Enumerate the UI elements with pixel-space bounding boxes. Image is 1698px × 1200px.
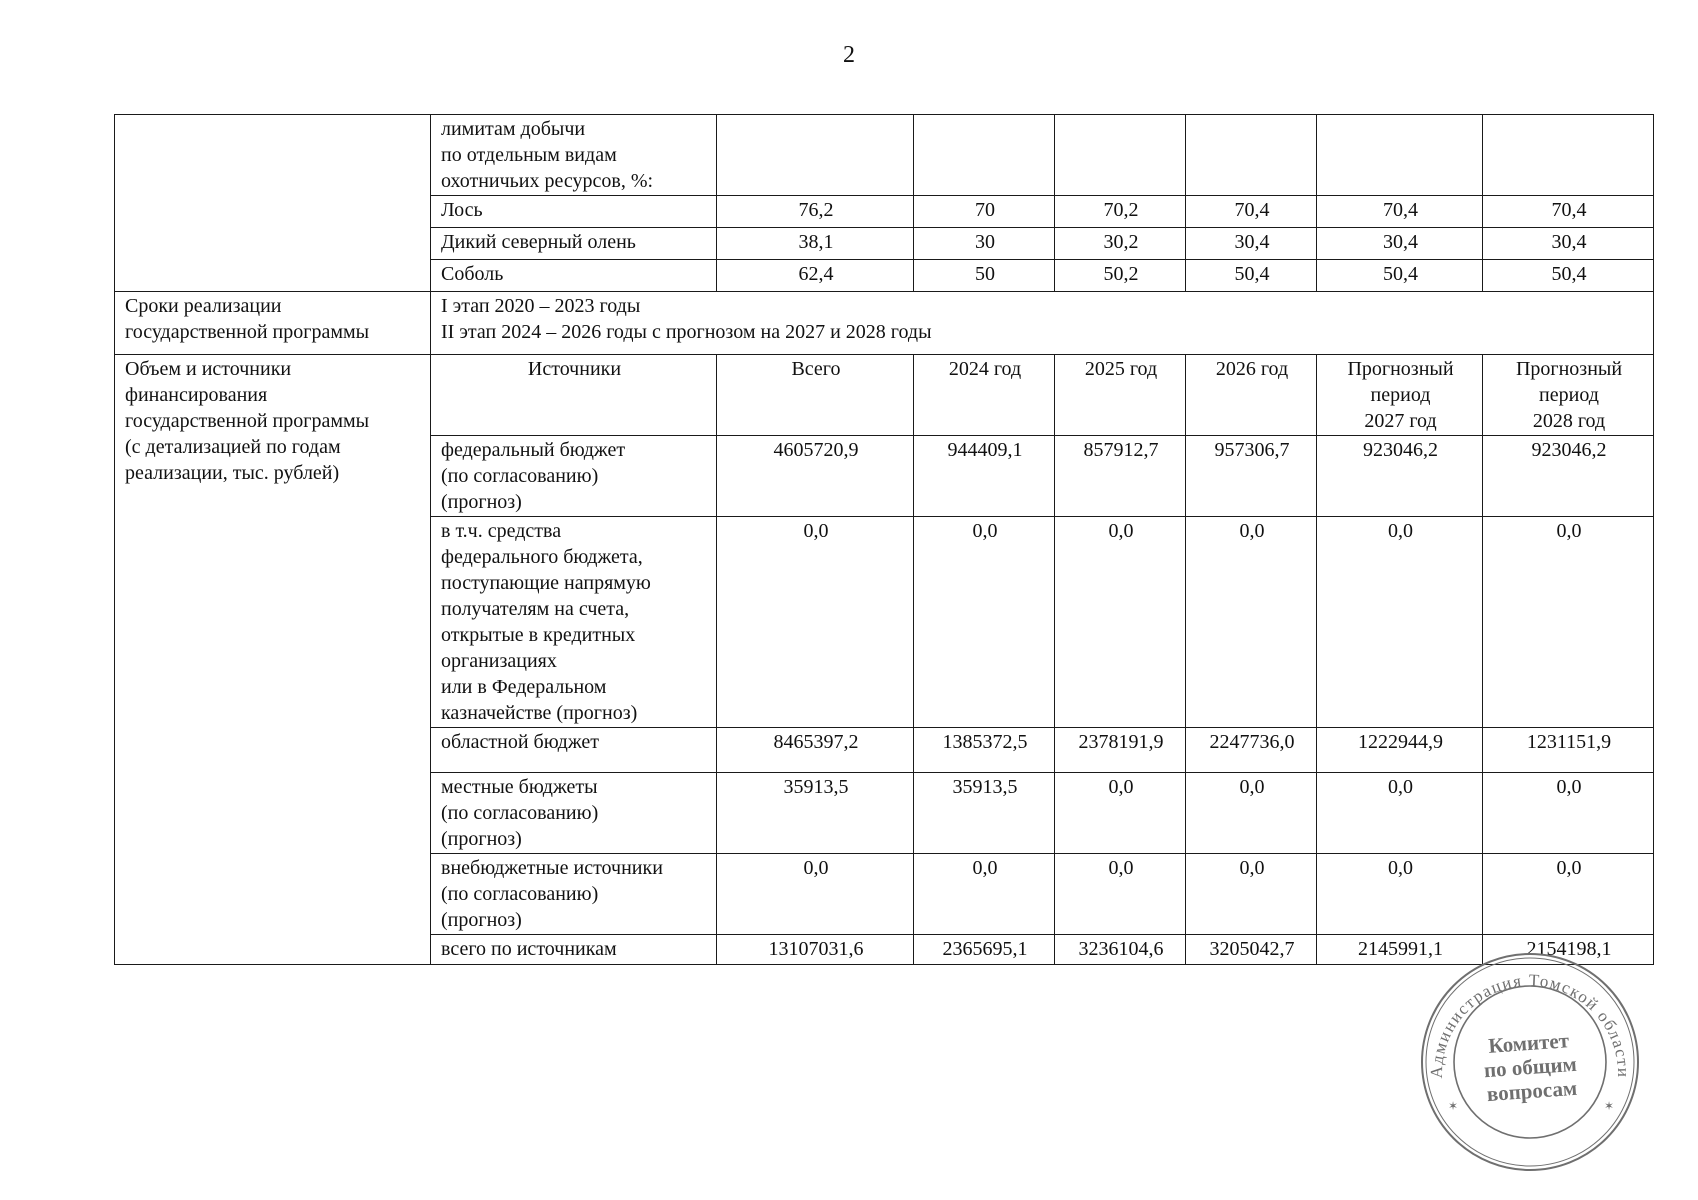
financing-total-value: 3205042,7 (1186, 935, 1317, 965)
financing-value: 0,0 (1483, 773, 1654, 854)
seal-stamp (1418, 950, 1642, 1174)
financing-header-2026: 2026 год (1186, 355, 1317, 436)
financing-value: 944409,1 (914, 436, 1055, 517)
financing-value: 2247736,0 (1186, 728, 1317, 773)
indicator-value: 50,4 (1186, 260, 1317, 292)
indicator-row-label: Дикий северный олень (431, 228, 717, 260)
financing-header-sources: Источники (431, 355, 717, 436)
indicator-value: 62,4 (717, 260, 914, 292)
indicator-value: 50,4 (1483, 260, 1654, 292)
indicator-value: 70,4 (1483, 196, 1654, 228)
indicator-empty-cell (1483, 115, 1654, 196)
financing-source: областной бюджет (431, 728, 717, 773)
indicator-value: 70,4 (1186, 196, 1317, 228)
financing-source: местные бюджеты (по согласованию) (прогноз) (431, 773, 717, 854)
indicator-header-text: лимитам добычи по отдельным видам охотничьих ресурсов, %: (431, 115, 717, 196)
financing-total-value: 3236104,6 (1055, 935, 1186, 965)
indicator-value: 70,4 (1317, 196, 1483, 228)
financing-value: 0,0 (1055, 854, 1186, 935)
financing-value: 1385372,5 (914, 728, 1055, 773)
financing-source: в т.ч. средства федерального бюджета, поступающие напрямую получателям на счета, открытые в кредитных организациях или в Федеральном казначействе (прогноз) (431, 517, 717, 728)
program-passport-table (114, 114, 1654, 965)
financing-value: 0,0 (1055, 517, 1186, 728)
indicator-empty-cell (1317, 115, 1483, 196)
terms-label: Сроки реализации государственной программы (115, 292, 431, 355)
indicator-value: 30,2 (1055, 228, 1186, 260)
financing-source: всего по источникам (431, 935, 717, 965)
indicator-value: 50 (914, 260, 1055, 292)
financing-header-total: Всего (717, 355, 914, 436)
financing-value: 1222944,9 (1317, 728, 1483, 773)
financing-total-value: 2154198,1 (1483, 935, 1654, 965)
seal-inner-text (1481, 1028, 1579, 1106)
seal-inner-line: Комитет (1487, 1028, 1570, 1058)
financing-total-value: 13107031,6 (717, 935, 914, 965)
indicator-value: 30 (914, 228, 1055, 260)
indicator-label-cell (115, 115, 431, 292)
seal-inner-line: по общим (1483, 1051, 1578, 1083)
seal-inner-line: вопросам (1486, 1075, 1578, 1107)
seal-outer-text: Администрация Томской области (1426, 970, 1634, 1079)
financing-source: внебюджетные источники (по согласованию) (прогноз) (431, 854, 717, 935)
financing-value: 0,0 (1317, 773, 1483, 854)
financing-value: 0,0 (914, 517, 1055, 728)
seal-star-icon: ✶ (1448, 1099, 1459, 1113)
financing-value: 0,0 (914, 854, 1055, 935)
financing-source: федеральный бюджет (по согласованию) (прогноз) (431, 436, 717, 517)
financing-header-2025: 2025 год (1055, 355, 1186, 436)
indicator-empty-cell (1186, 115, 1317, 196)
financing-value: 0,0 (1186, 517, 1317, 728)
financing-value: 1231151,9 (1483, 728, 1654, 773)
financing-value: 0,0 (1483, 854, 1654, 935)
financing-value: 0,0 (1317, 517, 1483, 728)
financing-header-row (115, 355, 1654, 436)
indicator-empty-cell (914, 115, 1055, 196)
financing-value: 0,0 (1186, 773, 1317, 854)
financing-value: 957306,7 (1186, 436, 1317, 517)
indicator-value: 30,4 (1483, 228, 1654, 260)
indicator-row-label: Соболь (431, 260, 717, 292)
terms-value: I этап 2020 – 2023 годы II этап 2024 – 2026 годы с прогнозом на 2027 и 2028 годы (431, 292, 1654, 355)
financing-header-2028: Прогнозный период 2028 год (1483, 355, 1654, 436)
indicator-value: 50,2 (1055, 260, 1186, 292)
financing-value: 0,0 (1317, 854, 1483, 935)
indicator-value: 76,2 (717, 196, 914, 228)
indicator-value: 30,4 (1186, 228, 1317, 260)
financing-value: 35913,5 (717, 773, 914, 854)
indicator-empty-cell (1055, 115, 1186, 196)
indicator-value: 50,4 (1317, 260, 1483, 292)
financing-label: Объем и источники финансирования государственной программы (с детализацией по годам реализации, тыс. рублей) (115, 355, 431, 965)
financing-total-value: 2365695,1 (914, 935, 1055, 965)
financing-value: 8465397,2 (717, 728, 914, 773)
terms-row (115, 292, 1654, 355)
indicator-empty-cell (717, 115, 914, 196)
indicator-header-row (115, 115, 1654, 196)
financing-value: 857912,7 (1055, 436, 1186, 517)
page-number: 2 (843, 42, 855, 68)
financing-value: 923046,2 (1317, 436, 1483, 517)
financing-value: 0,0 (717, 854, 914, 935)
financing-value: 2378191,9 (1055, 728, 1186, 773)
financing-value: 0,0 (717, 517, 914, 728)
financing-header-2024: 2024 год (914, 355, 1055, 436)
indicator-value: 70,2 (1055, 196, 1186, 228)
financing-value: 4605720,9 (717, 436, 914, 517)
financing-header-2027: Прогнозный период 2027 год (1317, 355, 1483, 436)
financing-value: 0,0 (1055, 773, 1186, 854)
financing-value: 0,0 (1483, 517, 1654, 728)
financing-value: 35913,5 (914, 773, 1055, 854)
indicator-value: 38,1 (717, 228, 914, 260)
financing-total-value: 2145991,1 (1317, 935, 1483, 965)
indicator-value: 70 (914, 196, 1055, 228)
financing-value: 0,0 (1186, 854, 1317, 935)
financing-value: 923046,2 (1483, 436, 1654, 517)
indicator-value: 30,4 (1317, 228, 1483, 260)
indicator-row-label: Лось (431, 196, 717, 228)
seal-star-icon: ✶ (1604, 1099, 1615, 1113)
